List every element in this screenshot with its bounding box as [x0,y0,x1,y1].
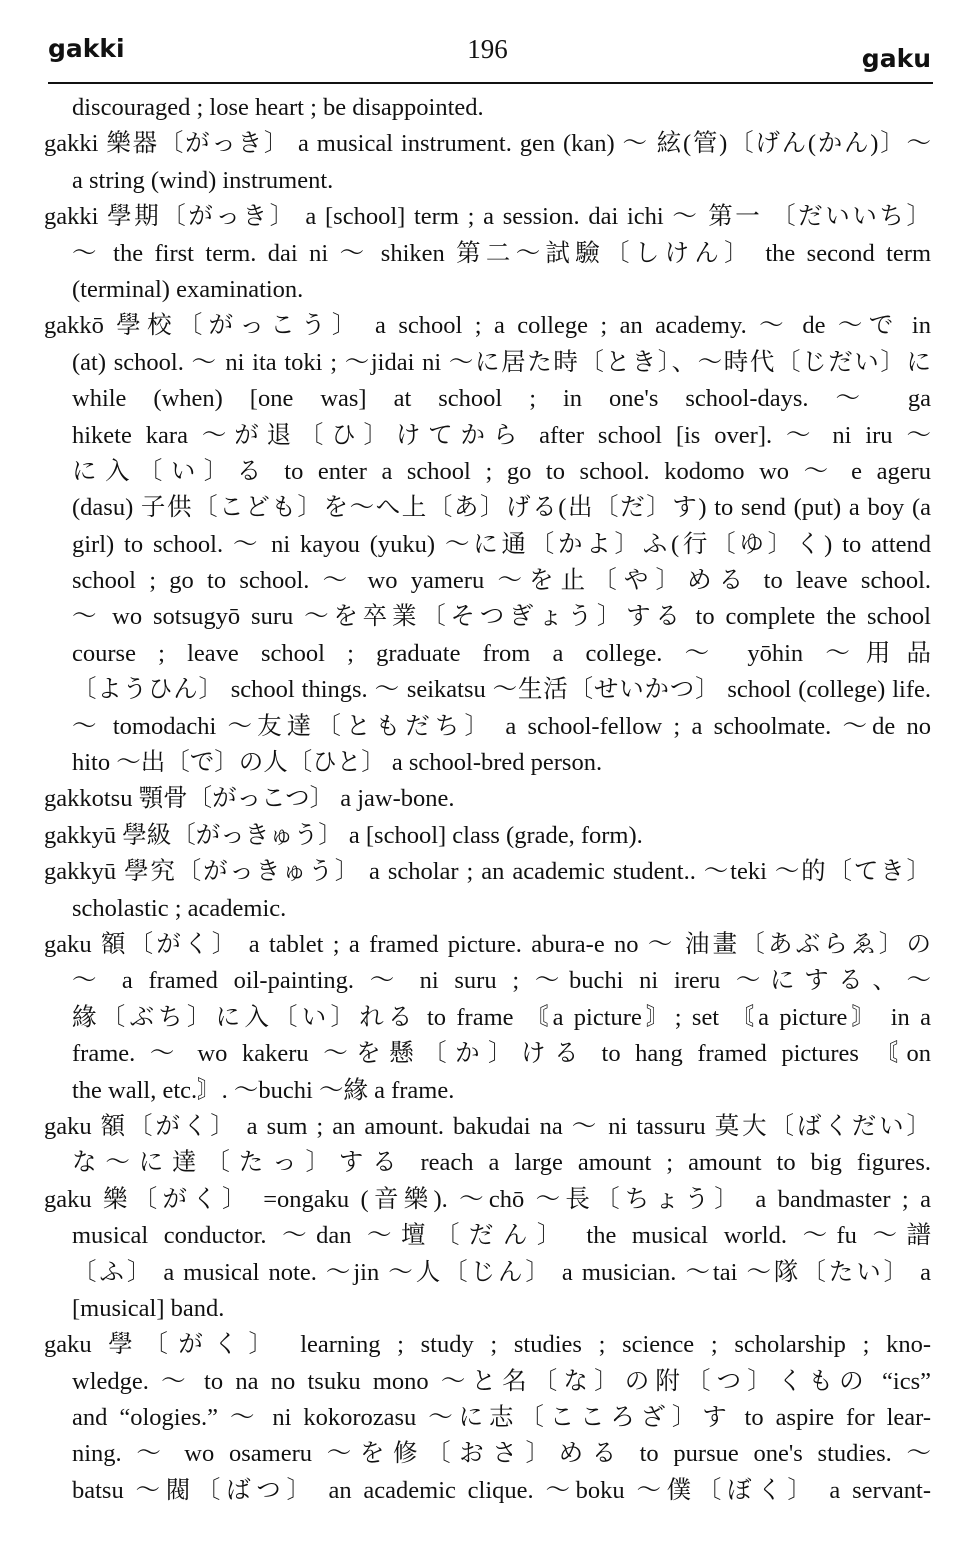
text-line: に入〔い〕る to enter a school ; go to school. kodomo wo ～ e ageru [72,457,931,485]
page-number: 196 [467,34,508,64]
page-header [44,24,931,72]
text-line: hikete kara ～が退〔ひ〕けてから after school [is over]. ～ ni iru ～ [72,421,931,449]
entries-body [44,90,931,1509]
text-line: 〔ようひん〕 school things. ～ seikatsu ～生活〔せいかつ〕 school (college) life. [72,676,931,704]
text-line: scholastic ; academic. [72,894,287,922]
header-rule [48,82,933,84]
text-line: ～ a framed oil-painting. ～ ni suru ; ～buchi ni ireru ～にする、～ [72,967,931,995]
text-line: gakkyū 學級〔がっきゅう〕 a [school] class (grade, form). [44,821,643,849]
text-line: hito ～出〔で〕の人〔ひと〕 a school-bred person. [72,749,603,777]
text-line: gakki 學期〔がっき〕 a [school] term ; a session. dai ichi ～ 第一 〔だいいち〕 [44,203,931,231]
text-line: な～に達〔たっ〕する reach a large amount ; amount to big figures. [72,1149,931,1177]
text-line: gaku 額〔がく〕 a sum ; an amount. bakudai na ～ ni tassuru 莫大〔ばくだい〕 [44,1112,931,1140]
text-line: 緣〔ぶち〕に入〔い〕れる to frame 〘a picture〙; set 〘a picture〙 in a [72,1003,931,1031]
left-guide-word: gakki [48,34,125,63]
text-line: and “ologies.” ～ ni kokorozasu ～に志〔こころざ〕す to aspire for lear- [72,1404,931,1432]
text-line: course ; leave school ; graduate from a college. ～ yōhin ～用品 [72,639,931,667]
text-line: gakkotsu 顎骨〔がっこつ〕 a jaw-bone. [44,785,455,813]
text-line: (dasu) 子供〔こども〕を～へ上〔あ〕げる(出〔だ〕す) to send (put) a boy (a [72,494,931,522]
text-line: ning. ～ wo osameru ～を修〔おさ〕める to pursue one's studies. ～ [72,1440,931,1468]
text-line: batsu ～閥〔ばつ〕 an academic clique. ～boku ～僕〔ぼく〕 a servant- [72,1476,931,1504]
text-line: ～ wo sotsugyō suru ～を卒業〔そつぎょう〕する to complete the school [72,603,931,631]
text-line: (at) school. ～ ni ita toki ; ～jidai ni ～に居た時〔とき〕、～時代〔じだい〕に [72,348,931,376]
text-line: school ; go to school. ～ wo yameru ～を止〔や〕める to leave school. [72,567,931,595]
text-line: gaku 樂〔がく〕 =ongaku (音樂). ～chō ～長〔ちょう〕 a bandmaster ; a [44,1185,931,1213]
text-line: gaku 額〔がく〕 a tablet ; a framed picture. abura-e no ～ 油畫〔あぶらゑ〕の [44,930,931,958]
text-line: the wall, etc.〙. ～buchi ～緣 a frame. [72,1076,455,1104]
text-line: gakkō 學校〔がっこう〕 a school ; a college ; an academy. ～ de ～で in [44,312,931,340]
text-line: gaku 學〔がく〕 learning ; study ; studies ; science ; scholarship ; kno- [44,1331,931,1359]
text-line: while (when) [one was] at school ; in one's school-days. ～ ga [72,385,931,413]
text-line: discouraged ; lose heart ; be disappointed. [72,94,484,121]
text-line: a string (wind) instrument. [72,166,334,194]
text-line: gakkyū 學究〔がっきゅう〕 a scholar ; an academic student.. ～teki ～的〔てき〕 [44,858,931,886]
text-line: [musical] band. [72,1294,225,1322]
text-line: ～ tomodachi ～友達〔ともだち〕 a school-fellow ; a schoolmate. ～de no [72,712,931,740]
text-line: 〔ふ〕 a musical note. ～jin ～人〔じん〕 a musician. ～tai ～隊〔たい〕 a [72,1258,931,1286]
text-line: musical conductor. ～dan ～壇〔だん〕 the musical world. ～fu ～譜 [72,1222,931,1250]
text-line: gakki 樂器〔がっき〕 a musical instrument. gen (kan) ～ 絃(管)〔げん(かん)〕～ [44,130,931,158]
text-line: (terminal) examination. [72,275,304,303]
right-guide-word: gaku [861,44,931,73]
text-line: wledge. ～ to na no tsuku mono ～と名〔な〕の附〔つ〕くもの “ics” [72,1367,931,1395]
text-line: frame. ～ wo kakeru ～を懸〔か〕ける to hang framed pictures 〘on [72,1040,931,1068]
text-line: girl) to school. ～ ni kayou (yuku) ～に通〔かよ〕ふ(行〔ゆ〕く) to attend [72,530,931,558]
text-line: ～ the first term. dai ni ～ shiken 第二～試驗〔しけん〕 the second term [72,239,931,267]
